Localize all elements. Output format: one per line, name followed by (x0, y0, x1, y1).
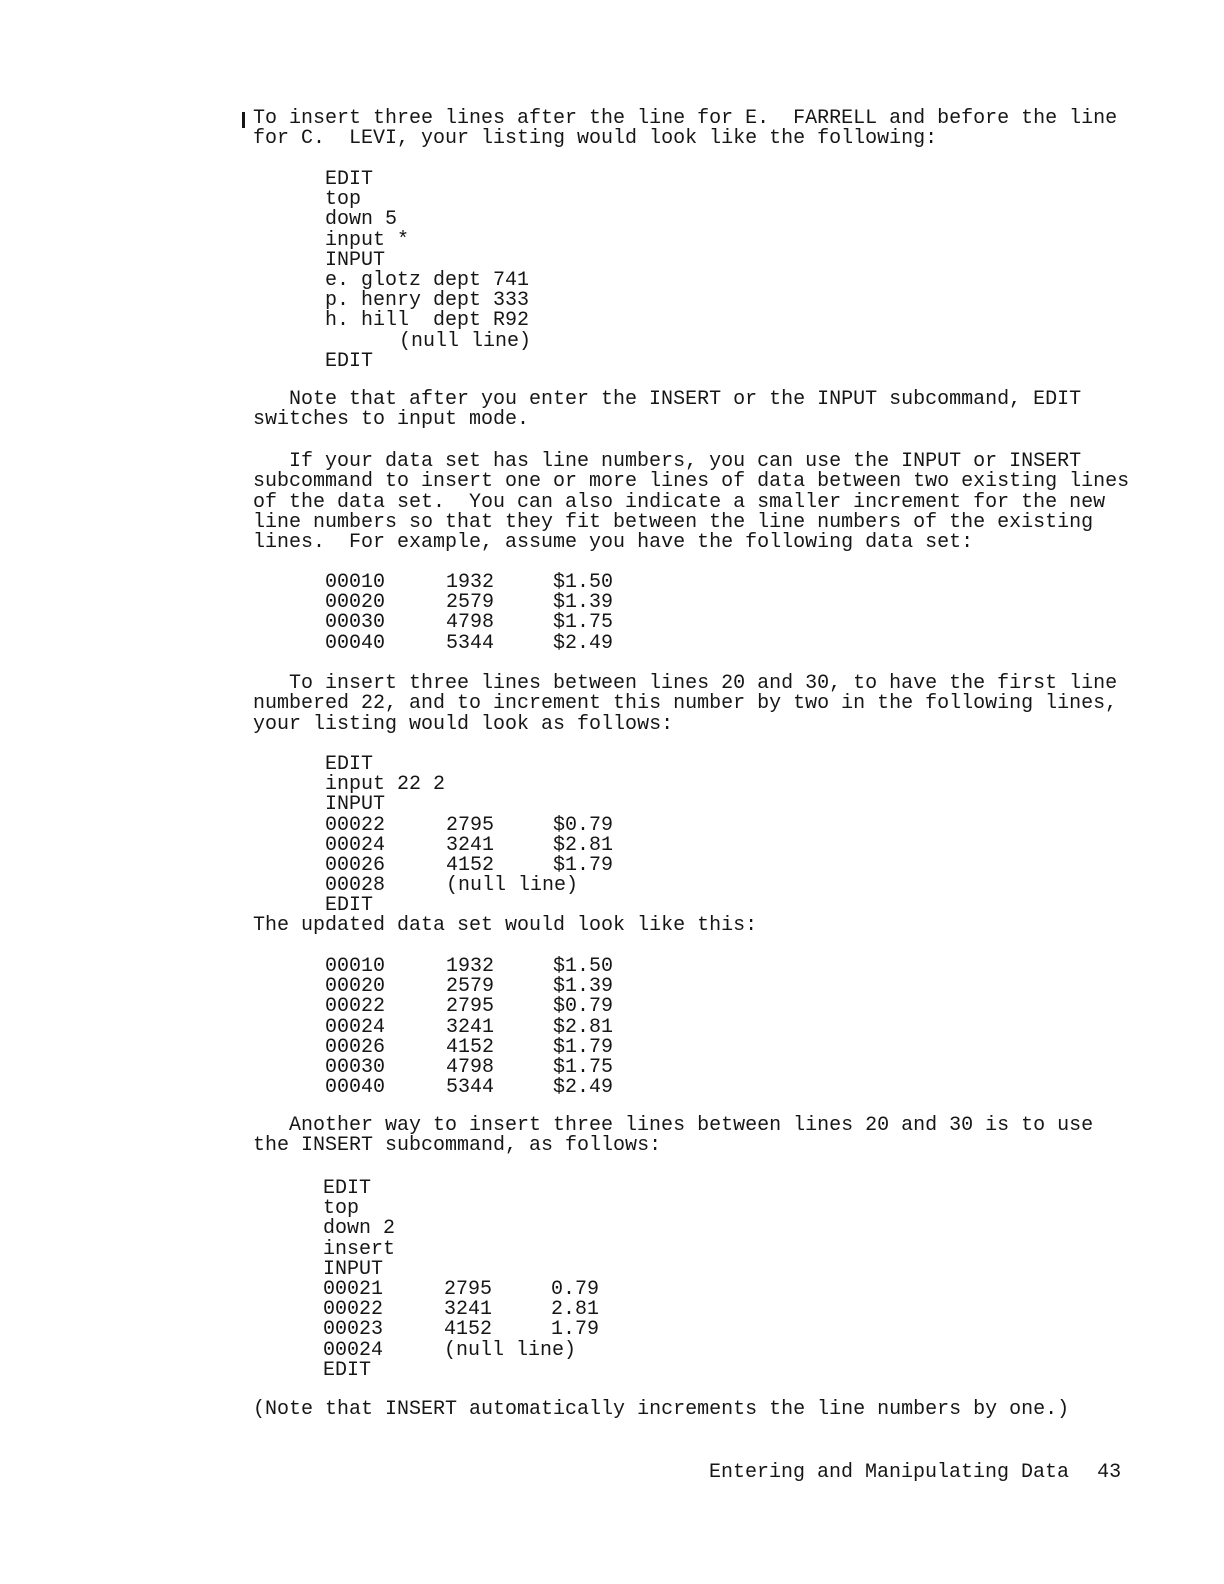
code-line: input * (325, 228, 410, 252)
table-row: 00020 2579 $1.39 (325, 975, 614, 999)
table-row: 00040 5344 $2.49 (325, 631, 614, 655)
page-number: 43 (1097, 1461, 1122, 1484)
code-line: down 5 (325, 208, 398, 232)
paragraph-insert-example: To insert three lines between lines 20 and 30, to have the first line numbered 22, and to increment this number by two in the following lines, your listing would look as follows: (253, 672, 1130, 736)
table-row: 00026 4152 $1.79 (325, 1035, 614, 1059)
code-line: top (325, 188, 362, 212)
table-row: 00024 (null line) (323, 1338, 577, 1362)
paragraph-updated: The updated data set would look like this: (253, 914, 758, 937)
table-row: 00030 4798 $1.75 (325, 1055, 614, 1079)
code-line: e. glotz dept 741 (325, 268, 530, 292)
table-row: 00040 5344 $2.49 (325, 1076, 614, 1100)
paragraph-intro: To insert three lines after the line for E. FARRELL and before the line for C. LEVI, your listing would look like the following: (253, 107, 1130, 151)
code-line: insert (323, 1237, 396, 1261)
paragraph-note: (Note that INSERT automatically increments the line numbers by one.) (253, 1398, 1070, 1421)
code-line: input 22 2 (325, 773, 446, 797)
table-row: 00010 1932 $1.50 (325, 571, 614, 594)
table-row: 00024 3241 $2.81 (325, 1015, 614, 1039)
footer-title: Entering and Manipulating Data (709, 1461, 1070, 1484)
code-line: EDIT (325, 349, 374, 373)
listing-1 (325, 170, 825, 372)
revision-bar (242, 112, 245, 128)
code-line: INPUT (323, 1257, 384, 1281)
code-line: EDIT (325, 753, 374, 776)
code-line: h. hill dept R92 (325, 309, 530, 333)
listing-2 (325, 755, 825, 917)
code-line: down 2 (323, 1217, 396, 1241)
code-line: INPUT (325, 248, 386, 272)
code-line: top (323, 1197, 360, 1221)
dataset-original (325, 573, 825, 654)
table-row: 00020 2579 $1.39 (325, 591, 614, 615)
table-row: 00028 (null line) (325, 874, 579, 898)
listing-3 (323, 1179, 823, 1381)
dataset-updated (325, 957, 825, 1098)
table-row: 00024 3241 $2.81 (325, 833, 614, 857)
table-row: 00021 2795 0.79 (323, 1277, 600, 1301)
table-row: 00022 2795 $0.79 (325, 995, 614, 1019)
paragraph-input-mode: Note that after you enter the INSERT or the INPUT subcommand, EDIT switches to input mode. (253, 388, 1094, 432)
paragraph-line-numbers: If your data set has line numbers, you can use the INPUT or INSERT subcommand to insert one or more lines of data between two existing lines of the data set. You can also indicate a smaller increment for the new line numbers so that they fit between the line numbers of the existing lines. For example, assume you have the following data set: (253, 450, 1142, 555)
code-line: INPUT (325, 793, 386, 817)
code-line: EDIT (325, 168, 374, 191)
table-row: 00022 3241 2.81 (323, 1298, 600, 1322)
table-row: 00022 2795 $0.79 (325, 813, 614, 837)
table-row: 00023 4152 1.79 (323, 1318, 600, 1342)
null-line: (null line) (399, 329, 532, 353)
paragraph-another-way: Another way to insert three lines between lines 20 and 30 is to use the INSERT subcommand, as follows: (253, 1114, 1106, 1158)
code-line: EDIT (323, 1177, 372, 1200)
code-line: EDIT (323, 1358, 372, 1382)
table-row: 00010 1932 $1.50 (325, 955, 614, 978)
table-row: 00030 4798 $1.75 (325, 611, 614, 635)
code-line: EDIT (325, 894, 374, 918)
code-line (325, 329, 825, 353)
code-line: p. henry dept 333 (325, 289, 530, 313)
table-row: 00026 4152 $1.79 (325, 853, 614, 877)
page-footer (709, 1461, 1121, 1484)
